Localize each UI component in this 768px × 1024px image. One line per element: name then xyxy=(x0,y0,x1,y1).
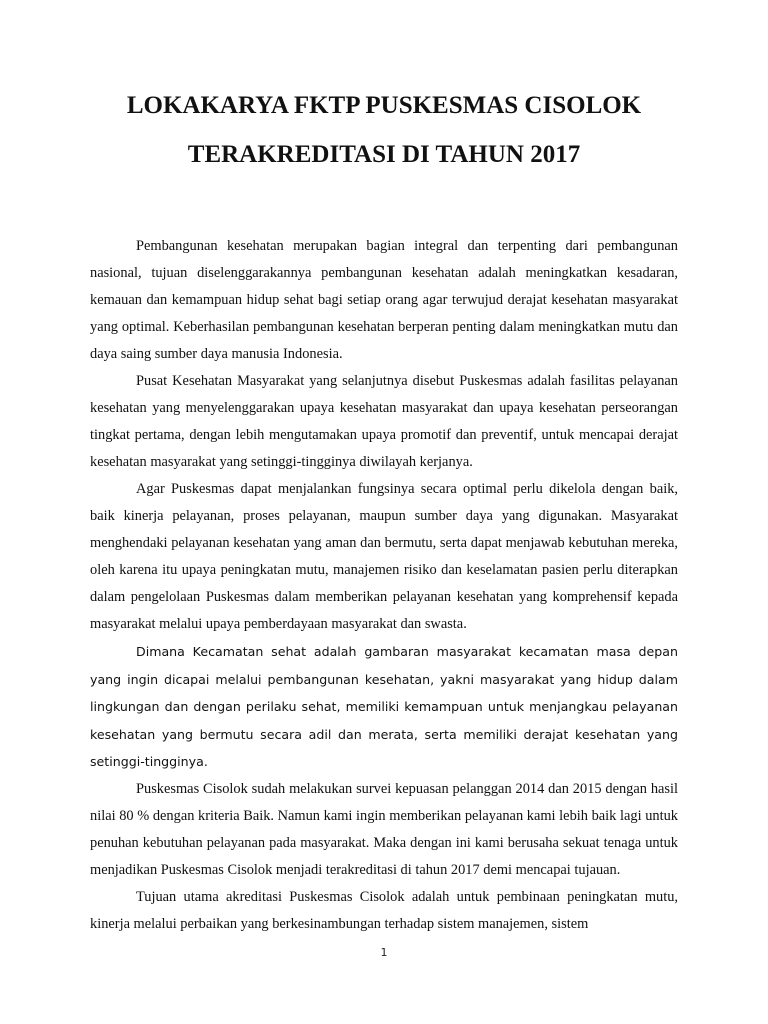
paragraph-agar-puskesmas: Agar Puskesmas dapat menjalankan fungsinya secara optimal perlu dikelola dengan baik, baik kinerja pelayanan, proses pelayanan, maupun sumber daya yang digunakan. Masyarakat menghendaki pelayanan kesehatan yang aman dan bermutu, serta dapat menjawab kebutuhan mereka, oleh karena itu upaya peningkatan mutu, manajemen risiko dan keselamatan pasien perlu diterapkan dalam pengelolaan Puskesmas dalam memberikan pelayanan kesehatan yang komprehensif kepada masyarakat melalui upaya pemberdayaan masyarakat dan swasta. xyxy=(90,481,678,632)
document-title-line-1: LOKAKARYA FKTP PUSKESMAS CISOLOK xyxy=(126,92,642,119)
paragraph-kecamatan-sehat: Dimana Kecamatan sehat adalah gambaran masyarakat kecamatan masa depan yang ingin dicapai melalui pembangunan kesehatan, yakni masyarakat yang hidup dalam lingkungan dan dengan perilaku sehat, memiliki kemampuan untuk menjangkau pelayanan kesehatan yang bermutu secara adil dan merata, serta memiliki derajat kesehatan yang setinggi-tingginya. xyxy=(90,644,678,769)
paragraph-tujuan-akreditasi: Tujuan utama akreditasi Puskesmas Cisolok adalah untuk pembinaan peningkatan mutu, kinerja melalui perbaikan yang berkesinambungan terhadap sistem manajemen, sistem xyxy=(90,888,678,932)
page-number: 1 xyxy=(380,946,388,959)
document-title-line-2: TERAKREDITASI DI TAHUN 2017 xyxy=(187,141,581,168)
document-body xyxy=(90,233,678,938)
paragraph-survei-kepuasan: Puskesmas Cisolok sudah melakukan survei kepuasan pelanggan 2014 dan 2015 dengan hasil nilai 80 % dengan kriteria Baik. Namun kami ingin memberikan pelayanan kami lebih baik lagi untuk penuhan kebutuhan pelayanan pada masyarakat. Maka dengan ini kami berusaha sekuat tenaga untuk menjadikan Puskesmas Cisolok menjadi terakreditasi di tahun 2017 demi mencapai tujauan. xyxy=(90,780,678,878)
paragraph-pusat-kesehatan: Pusat Kesehatan Masyarakat yang selanjutnya disebut Puskesmas adalah fasilitas pelayanan kesehatan yang menyelenggarakan upaya kesehatan masyarakat dan upaya kesehatan perseorangan tingkat pertama, dengan lebih mengutamakan upaya promotif dan preventif, untuk mencapai derajat kesehatan masyarakat yang setinggi-tingginya diwilayah kerjanya. xyxy=(90,373,678,470)
paragraph-pembangunan: Pembangunan kesehatan merupakan bagian integral dan terpenting dari pembangunan nasional, tujuan diselenggarakannya pembangunan kesehatan adalah meningkatkan kesadaran, kemauan dan kemampuan hidup sehat bagi setiap orang agar terwujud derajat kesehatan masyarakat yang optimal. Keberhasilan pembangunan kesehatan berperan penting dalam meningkatkan mutu dan daya saing sumber daya manusia Indonesia. xyxy=(90,238,678,362)
